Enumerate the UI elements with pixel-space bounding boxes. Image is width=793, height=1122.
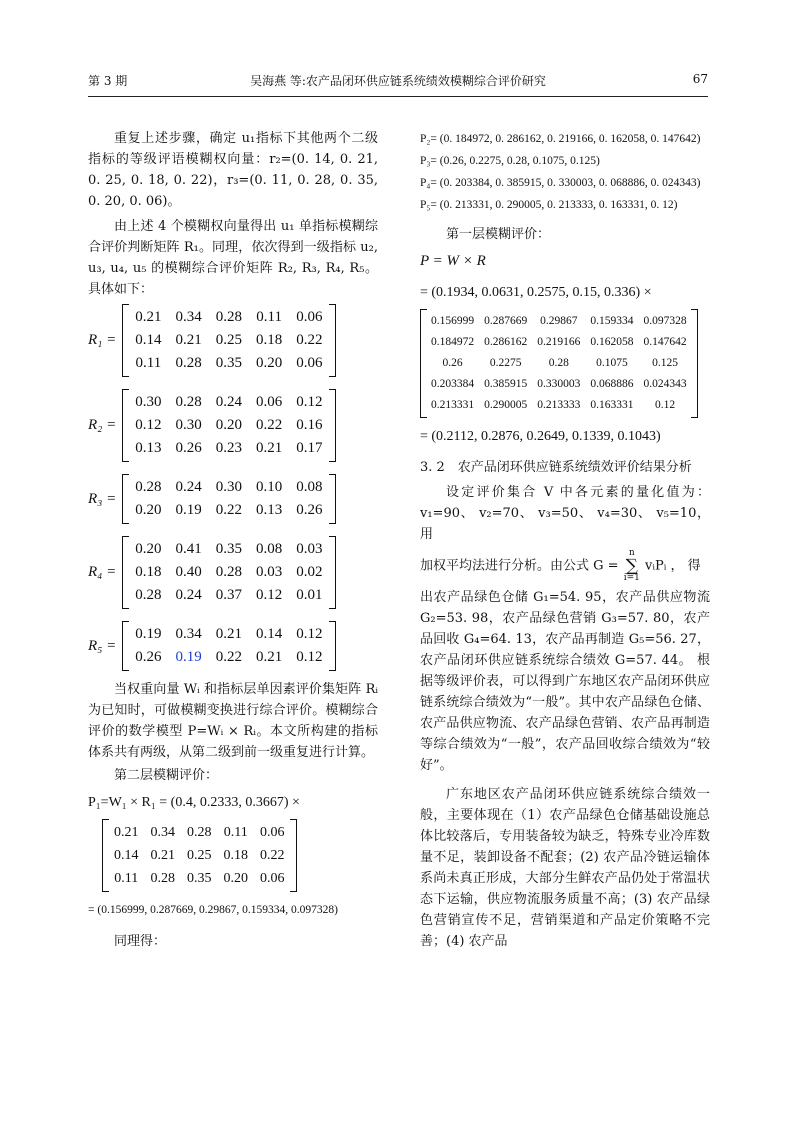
matrix-cell: 0.41 <box>175 541 202 557</box>
left-column <box>88 128 378 952</box>
matrix-cell: 0.06 <box>296 355 323 371</box>
matrix-cell: 0.26 <box>296 502 323 518</box>
matrix-cell: 0.06 <box>260 871 285 886</box>
weight-vector: = (0.1934, 0.0631, 0.2575, 0.15, 0.336) × <box>420 285 652 300</box>
matrix-body <box>122 389 335 462</box>
matrix-cell: 0.024343 <box>643 378 687 390</box>
section-title: 3. 2 农产品闭环供应链系统绩效评价结果分析 <box>420 460 692 475</box>
matrix-cell: 0.23 <box>215 440 242 456</box>
matrix-row <box>128 414 329 437</box>
matrix-cell: 0.2275 <box>489 357 522 369</box>
matrix-cell: 0.13 <box>256 502 283 518</box>
matrix-cell: 0.286162 <box>484 336 528 348</box>
matrix-cell: 0.03 <box>256 564 283 580</box>
matrix-row <box>426 353 692 374</box>
matrix-cell: 0.19 <box>175 649 202 665</box>
matrix-cell: 0.203384 <box>431 378 475 390</box>
matrix-cell: 0.28 <box>215 309 242 325</box>
vector-P4: P₄= (0. 203384, 0. 385915, 0. 330003, 0. 068886, 0. 024343) <box>420 177 701 189</box>
matrix-cell: 0.28 <box>548 357 569 369</box>
matrix-cell: 0.22 <box>215 502 242 518</box>
matrix-row <box>108 867 291 890</box>
matrix-cell: 0.163331 <box>590 399 634 411</box>
paragraph: 第一层模糊评价： <box>446 227 551 242</box>
matrix-row <box>128 538 329 561</box>
matrix-row <box>128 646 329 669</box>
matrix-cell: 0.28 <box>175 355 202 371</box>
matrix-cell: 0.20 <box>135 502 162 518</box>
matrix-row <box>128 499 329 522</box>
matrix-cell: 0.08 <box>256 541 283 557</box>
vector-P3: P₃= (0.26, 0.2275, 0.28, 0.1075, 0.125) <box>420 155 600 167</box>
matrix-cell: 0.06 <box>296 309 323 325</box>
matrix-cell: 0.34 <box>175 626 202 642</box>
matrix-cell: 0.02 <box>296 564 323 580</box>
matrix-cell: 0.11 <box>223 825 248 840</box>
matrix-cell: 0.162058 <box>590 336 634 348</box>
paragraph: 当权重向量 Wᵢ 和指标层单因素评价集矩阵 Rᵢ 为已知时，可做模糊变换进行综合评价。模糊综合评价的数学模型 P=Wᵢ × Rᵢ。本文所构建的指标体系共有两级，从第二级到前一级重复进行计算。 <box>88 682 378 760</box>
matrix-cell: 0.125 <box>652 357 678 369</box>
matrix-cell: 0.06 <box>260 825 285 840</box>
matrix-R2 <box>88 389 378 462</box>
matrix-cell: 0.19 <box>135 626 162 642</box>
matrix-cell: 0.11 <box>256 309 282 325</box>
matrix-cell: 0.14 <box>256 626 283 642</box>
matrix-cell: 0.20 <box>223 871 248 886</box>
equation-P1: P₁=W₁ × R₁ = (0.4, 0.2333, 0.3667) × <box>88 795 300 810</box>
matrix-cell: 0.21 <box>135 309 162 325</box>
matrix-cell: 0.17 <box>296 440 323 456</box>
matrix-cell: 0.01 <box>296 587 323 603</box>
matrix-R3 <box>88 474 378 524</box>
matrix-cell: 0.385915 <box>484 378 528 390</box>
matrix-cell: 0.21 <box>114 825 139 840</box>
matrix-cell: 0.24 <box>215 394 242 410</box>
matrix-M <box>420 309 710 418</box>
matrix-cell: 0.28 <box>215 564 242 580</box>
matrix-cell: 0.26 <box>442 357 463 369</box>
matrix-cell: 0.03 <box>296 541 323 557</box>
matrix-cell: 0.1075 <box>596 357 628 369</box>
matrix-row <box>128 329 329 352</box>
matrix-cell: 0.28 <box>135 587 162 603</box>
matrix-cell: 0.147642 <box>643 336 687 348</box>
matrix-cell: 0.287669 <box>484 315 528 327</box>
matrix-cell: 0.30 <box>135 394 162 410</box>
result-vector: = (0.2112, 0.2876, 0.2649, 0.1339, 0.1043) <box>420 429 661 444</box>
matrix-row <box>426 395 692 416</box>
matrix-cell: 0.12 <box>256 587 283 603</box>
matrix-row <box>128 306 329 329</box>
matrix-cell: 0.30 <box>175 417 202 433</box>
matrix-cell: 0.28 <box>187 825 212 840</box>
equation-P: P = W × R <box>420 253 486 269</box>
matrix-cell: 0.22 <box>260 848 285 863</box>
matrix-row <box>128 623 329 646</box>
matrix-cell: 0.11 <box>135 355 162 371</box>
matrix-row <box>108 844 291 867</box>
matrix-body <box>122 304 335 377</box>
matrix-cell: 0.19 <box>175 502 202 518</box>
matrix-cell: 0.20 <box>256 355 283 371</box>
matrix-cell: 0.213333 <box>537 399 581 411</box>
paragraph: 同理得： <box>114 934 167 949</box>
matrix-cell: 0.330003 <box>537 378 581 390</box>
matrix-cell: 0.06 <box>256 394 283 410</box>
paragraph: 第二层模糊评价： <box>114 768 219 783</box>
page-number: 67 <box>692 72 708 86</box>
matrix-M1 <box>102 819 378 892</box>
formula-text: 加权平均法进行分析。由公式 G = <box>420 558 619 574</box>
matrix-R1 <box>88 304 378 377</box>
equation-P1-result: = (0.156999, 0.287669, 0.29867, 0.159334, 0.097328) <box>88 904 338 916</box>
matrix-cell: 0.21 <box>256 440 283 456</box>
matrix-cell: 0.25 <box>215 332 242 348</box>
matrix-row <box>426 374 692 395</box>
matrix-cell: 0.26 <box>175 440 202 456</box>
summation-icon: n ∑ i=1 <box>623 548 640 583</box>
matrix-cell: 0.21 <box>150 848 175 863</box>
matrix-cell: 0.40 <box>175 564 202 580</box>
matrix-row <box>128 584 329 607</box>
matrix-row <box>426 332 692 353</box>
sum-lower: i=1 <box>623 573 640 583</box>
matrix-cell: 0.28 <box>135 479 162 495</box>
matrix-cell: 0.35 <box>215 355 242 371</box>
sum-upper: n <box>628 548 635 558</box>
matrix-R4 <box>88 536 378 609</box>
matrix-body <box>122 474 335 524</box>
matrix-cell: 0.34 <box>150 825 175 840</box>
matrix-cell: 0.11 <box>114 871 139 886</box>
issue-number: 第 3 期 <box>88 74 128 88</box>
matrix-cell: 0.24 <box>175 479 202 495</box>
matrix-body <box>122 536 335 609</box>
matrix-cell: 0.35 <box>215 541 242 557</box>
running-title: 吴海燕 等:农产品闭环供应链系统绩效模糊综合评价研究 <box>250 74 546 88</box>
matrix-cell: 0.10 <box>256 479 283 495</box>
matrix-cell: 0.18 <box>135 564 162 580</box>
matrix-body <box>122 621 335 671</box>
matrix-cell: 0.25 <box>187 848 212 863</box>
matrix-cell: 0.20 <box>215 417 242 433</box>
matrix-row <box>128 352 329 375</box>
matrix-body <box>420 309 698 418</box>
matrix-cell: 0.12 <box>296 649 323 665</box>
matrix-cell: 0.29867 <box>540 315 578 327</box>
matrix-cell: 0.13 <box>135 440 162 456</box>
matrix-cell: 0.37 <box>215 587 242 603</box>
vector-P2: P₂= (0. 184972, 0. 286162, 0. 219166, 0. 162058, 0. 147642) <box>420 133 701 145</box>
matrix-cell: 0.28 <box>150 871 175 886</box>
matrix-cell: 0.22 <box>256 417 283 433</box>
vector-P5: P₅= (0. 213331, 0. 290005, 0. 213333, 0. 163331, 0. 12) <box>420 199 678 211</box>
matrix-cell: 0.12 <box>135 417 162 433</box>
matrix-row <box>108 821 291 844</box>
matrix-cell: 0.21 <box>175 332 202 348</box>
paragraph: 出农产品绿色仓储 G₁=54. 95，农产品供应物流 G₂=53. 98，农产品绿色营销 G₃=57. 80，农产品回收 G₄=64. 13，农产品再制造 G₅=56. 27，农产品闭环供应链系统综合绩效 G=57. 44。 根据等级评价表，可以得到广东地区农产品闭环供应链系统综合绩效为“一般”。其中农产品绿色仓储、农产品供应物流、农产品绿色营销、农产品再制造等综合绩效为“一般”，农产品回收综合绩效为“较好”。 <box>420 590 710 773</box>
right-column <box>420 128 710 952</box>
matrix-cell: 0.30 <box>215 479 242 495</box>
matrix-cell: 0.21 <box>256 649 283 665</box>
matrix-cell: 0.14 <box>135 332 162 348</box>
paragraph: 由上述 4 个模糊权向量得出 u₁ 单指标模糊综合评价判断矩阵 R₁。同理，依次得到一级指标 u₂, u₃, u₄, u₅ 的模糊综合评价矩阵 R₂, R₃, R₄, R₅。具体如下： <box>88 219 378 297</box>
matrix-cell: 0.156999 <box>431 315 475 327</box>
matrix-cell: 0.290005 <box>484 399 528 411</box>
matrix-row <box>426 311 692 332</box>
matrix-cell: 0.35 <box>187 871 212 886</box>
matrix-label: R₅ = <box>88 637 117 654</box>
matrix-cell: 0.219166 <box>537 336 581 348</box>
matrix-cell: 0.16 <box>296 417 323 433</box>
matrix-cell: 0.28 <box>175 394 202 410</box>
matrix-cell: 0.12 <box>655 399 676 411</box>
matrix-label: R₁ = <box>88 332 117 348</box>
matrix-cell: 0.184972 <box>431 336 475 348</box>
matrix-cell: 0.24 <box>175 587 202 603</box>
paragraph: 设定评价集合 V 中各元素的量化值为：v₁=90、 v₂=70、 v₃=50、 v₄=30、 v₅=10，用 <box>420 485 710 542</box>
matrix-row <box>128 476 329 499</box>
matrix-cell: 0.159334 <box>590 315 634 327</box>
paragraph: 重复上述步骤，确定 u₁指标下其他两个二级指标的等级评语模糊权向量：r₂=(0. 14, 0. 21, 0. 25, 0. 18, 0. 22)，r₃=(0. 11, 0. 28, 0. 35, 0. 20, 0. 06)。 <box>88 131 378 209</box>
matrix-cell: 0.097328 <box>643 315 687 327</box>
matrix-cell: 0.068886 <box>590 378 634 390</box>
paragraph <box>420 549 710 583</box>
matrix-label: R₂ = <box>88 417 117 433</box>
matrix-cell: 0.12 <box>296 626 323 642</box>
running-header <box>88 72 708 94</box>
matrix-cell: 0.14 <box>114 848 139 863</box>
matrix-cell: 0.26 <box>135 649 162 665</box>
matrix-cell: 0.08 <box>296 479 323 495</box>
matrix-cell: 0.21 <box>215 626 242 642</box>
matrix-cell: 0.22 <box>215 649 242 665</box>
matrix-label: R₄ = <box>88 564 117 580</box>
matrix-row <box>128 561 329 584</box>
formula-text: vᵢPᵢ ， 得 <box>644 558 701 574</box>
matrix-cell: 0.22 <box>296 332 323 348</box>
matrix-cell: 0.34 <box>175 309 202 325</box>
matrix-cell: 0.20 <box>135 541 162 557</box>
matrix-cell: 0.18 <box>223 848 248 863</box>
matrix-row <box>128 437 329 460</box>
matrix-body <box>102 819 297 892</box>
matrix-label: R₃ = <box>88 490 117 507</box>
matrix-cell: 0.18 <box>256 332 283 348</box>
matrix-R5 <box>88 621 378 671</box>
matrix-row <box>128 391 329 414</box>
paragraph: 广东地区农产品闭环供应链系统综合绩效一般，主要体现在（1）农产品绿色仓储基础设施总体比较落后，专用装备较为缺乏，特殊专业冷库数量不足，装卸设备不配套；(2) 农产品冷链运输体系尚未真正形成，大部分生鲜农产品仍处于常温状态下运输，供应物流服务质量不高；(3) 农产品绿色营销宣传不足，营销渠道和产品定价策略不完善；(4) 农产品 <box>420 787 710 949</box>
matrix-cell: 0.213331 <box>431 399 475 411</box>
matrix-cell: 0.12 <box>296 394 323 410</box>
header-rule <box>88 96 708 97</box>
